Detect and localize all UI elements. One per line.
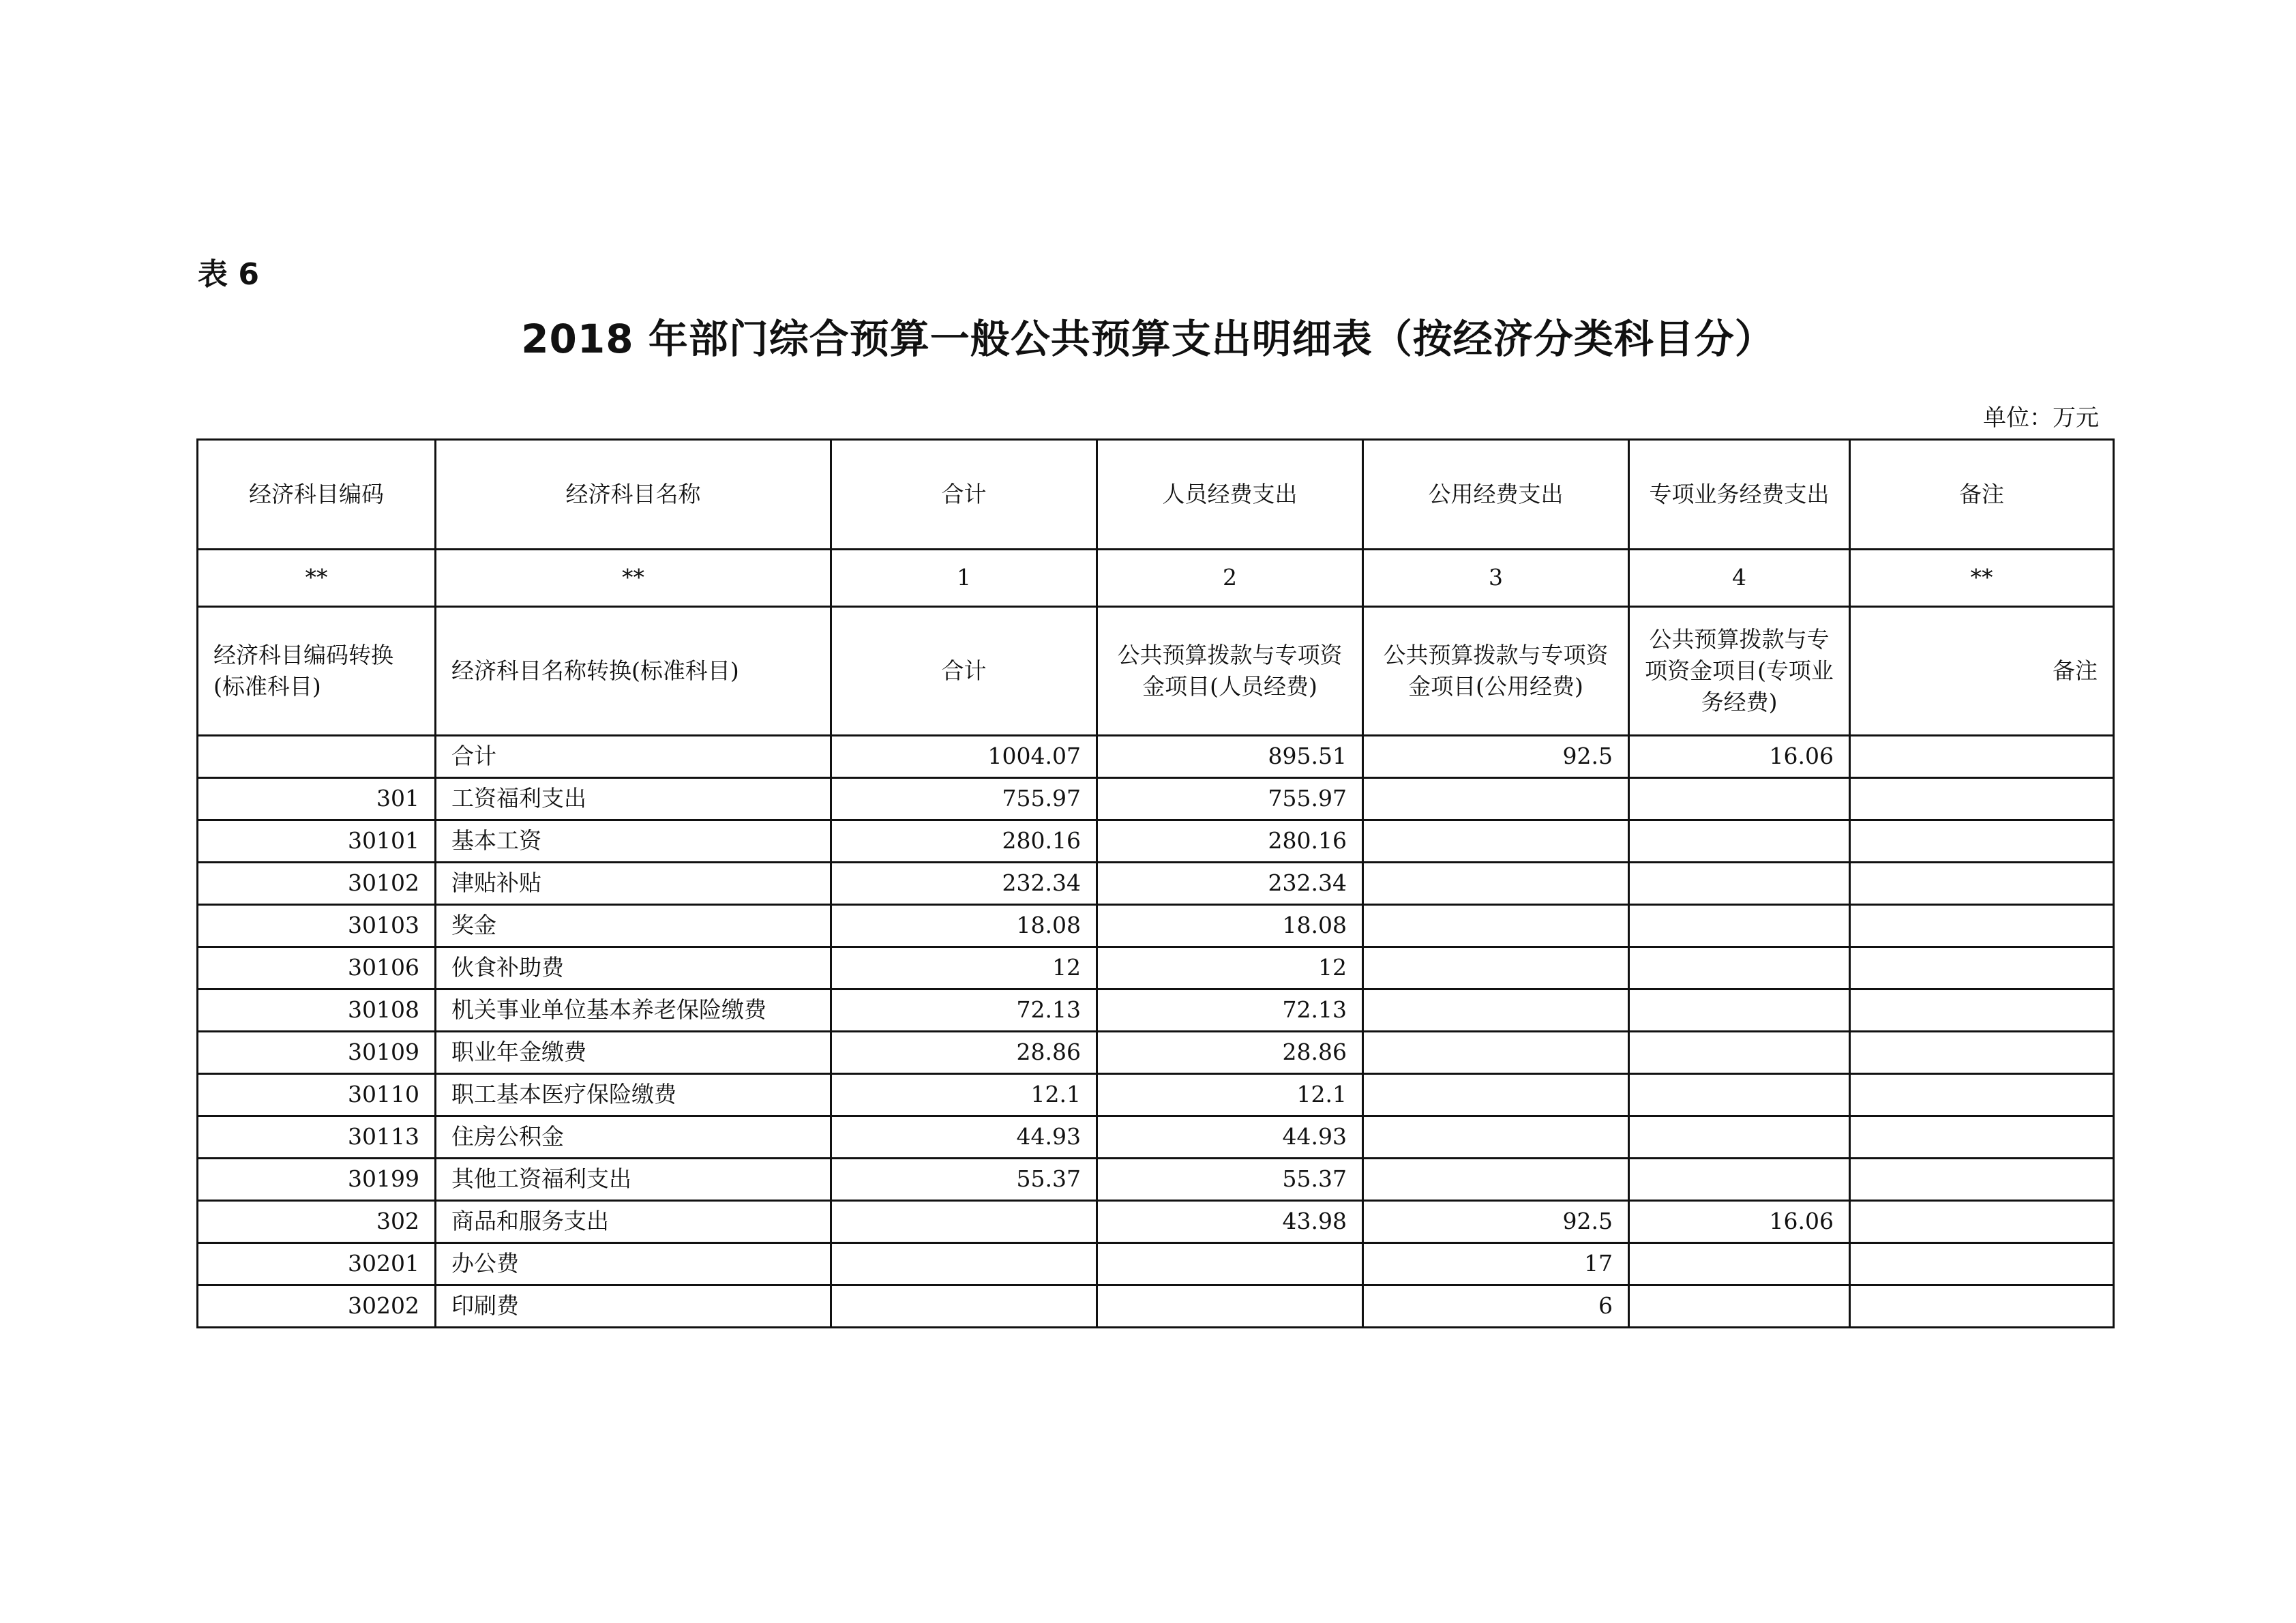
unit-label: 单位：万元 xyxy=(1983,404,2099,432)
cell-personnel: 12 xyxy=(1097,947,1363,989)
std-cell-code: 经济科目编码转换(标准科目) xyxy=(198,607,436,736)
cell-code: 30113 xyxy=(198,1116,436,1159)
cell-public xyxy=(1363,947,1629,989)
cell-name: 伙食补助费 xyxy=(436,947,831,989)
budget-detail-table xyxy=(196,438,2115,1328)
cell-personnel: 280.16 xyxy=(1097,820,1363,863)
cell-public xyxy=(1363,1074,1629,1116)
cell-special xyxy=(1629,863,1850,905)
cell-name: 职工基本医疗保险缴费 xyxy=(436,1074,831,1116)
table-row xyxy=(198,947,2114,989)
cell-total xyxy=(831,1201,1097,1243)
cell-special xyxy=(1629,1243,1850,1285)
index-cell: ** xyxy=(436,550,831,607)
cell-code: 30108 xyxy=(198,989,436,1032)
std-cell-personnel: 公共预算拨款与专项资金项目(人员经费) xyxy=(1097,607,1363,736)
cell-public xyxy=(1363,1116,1629,1159)
cell-personnel: 232.34 xyxy=(1097,863,1363,905)
table-row xyxy=(198,989,2114,1032)
table-row xyxy=(198,1032,2114,1074)
cell-name: 合计 xyxy=(436,736,831,778)
cell-code xyxy=(198,736,436,778)
cell-note xyxy=(1850,947,2114,989)
cell-public xyxy=(1363,989,1629,1032)
column-index-row xyxy=(198,550,2114,607)
cell-public xyxy=(1363,1159,1629,1201)
cell-note xyxy=(1850,1032,2114,1074)
header-cell-code: 经济科目编码 xyxy=(198,440,436,550)
header-cell-note: 备注 xyxy=(1850,440,2114,550)
cell-name: 职业年金缴费 xyxy=(436,1032,831,1074)
cell-public xyxy=(1363,778,1629,820)
cell-special xyxy=(1629,820,1850,863)
cell-personnel: 44.93 xyxy=(1097,1116,1363,1159)
cell-name: 机关事业单位基本养老保险缴费 xyxy=(436,989,831,1032)
table-row xyxy=(198,820,2114,863)
cell-total: 55.37 xyxy=(831,1159,1097,1201)
table-row xyxy=(198,1074,2114,1116)
cell-note xyxy=(1850,1285,2114,1328)
cell-personnel: 28.86 xyxy=(1097,1032,1363,1074)
cell-code: 302 xyxy=(198,1201,436,1243)
cell-note xyxy=(1850,1116,2114,1159)
table-row xyxy=(198,905,2114,947)
std-cell-special: 公共预算拨款与专项资金项目(专项业务经费) xyxy=(1629,607,1850,736)
cell-code: 30101 xyxy=(198,820,436,863)
cell-special: 16.06 xyxy=(1629,736,1850,778)
cell-note xyxy=(1850,863,2114,905)
table-row xyxy=(198,1243,2114,1285)
cell-note xyxy=(1850,736,2114,778)
cell-special xyxy=(1629,1116,1850,1159)
cell-total: 232.34 xyxy=(831,863,1097,905)
cell-code: 30201 xyxy=(198,1243,436,1285)
table-row xyxy=(198,1201,2114,1243)
index-cell: ** xyxy=(1850,550,2114,607)
cell-total xyxy=(831,1285,1097,1328)
cell-personnel: 755.97 xyxy=(1097,778,1363,820)
cell-special xyxy=(1629,1285,1850,1328)
cell-personnel: 18.08 xyxy=(1097,905,1363,947)
cell-code: 30110 xyxy=(198,1074,436,1116)
table-row xyxy=(198,1159,2114,1201)
index-cell: ** xyxy=(198,550,436,607)
cell-total: 18.08 xyxy=(831,905,1097,947)
header-cell-name: 经济科目名称 xyxy=(436,440,831,550)
cell-note xyxy=(1850,989,2114,1032)
table-row xyxy=(198,1116,2114,1159)
cell-public xyxy=(1363,905,1629,947)
cell-note xyxy=(1850,820,2114,863)
cell-code: 30202 xyxy=(198,1285,436,1328)
cell-public xyxy=(1363,863,1629,905)
table-row xyxy=(198,1285,2114,1328)
index-cell: 4 xyxy=(1629,550,1850,607)
cell-public: 92.5 xyxy=(1363,1201,1629,1243)
header-row xyxy=(198,440,2114,550)
standard-subject-row xyxy=(198,607,2114,736)
cell-special xyxy=(1629,905,1850,947)
cell-total: 12.1 xyxy=(831,1074,1097,1116)
cell-personnel: 43.98 xyxy=(1097,1201,1363,1243)
cell-name: 基本工资 xyxy=(436,820,831,863)
table-number-label: 表 6 xyxy=(198,257,259,292)
std-cell-note: 备注 xyxy=(1850,607,2114,736)
cell-special xyxy=(1629,1159,1850,1201)
cell-note xyxy=(1850,1243,2114,1285)
cell-special xyxy=(1629,778,1850,820)
cell-special: 16.06 xyxy=(1629,1201,1850,1243)
cell-public xyxy=(1363,1032,1629,1074)
cell-total: 72.13 xyxy=(831,989,1097,1032)
table-row xyxy=(198,863,2114,905)
cell-personnel: 12.1 xyxy=(1097,1074,1363,1116)
cell-name: 工资福利支出 xyxy=(436,778,831,820)
cell-name: 住房公积金 xyxy=(436,1116,831,1159)
header-cell-special: 专项业务经费支出 xyxy=(1629,440,1850,550)
header-cell-personnel: 人员经费支出 xyxy=(1097,440,1363,550)
cell-name: 办公费 xyxy=(436,1243,831,1285)
cell-code: 30102 xyxy=(198,863,436,905)
cell-total: 12 xyxy=(831,947,1097,989)
std-cell-total: 合计 xyxy=(831,607,1097,736)
cell-total: 28.86 xyxy=(831,1032,1097,1074)
index-cell: 2 xyxy=(1097,550,1363,607)
header-cell-public: 公用经费支出 xyxy=(1363,440,1629,550)
cell-total: 280.16 xyxy=(831,820,1097,863)
cell-name: 奖金 xyxy=(436,905,831,947)
cell-public: 17 xyxy=(1363,1243,1629,1285)
header-cell-total: 合计 xyxy=(831,440,1097,550)
cell-name: 印刷费 xyxy=(436,1285,831,1328)
index-cell: 1 xyxy=(831,550,1097,607)
cell-name: 津贴补贴 xyxy=(436,863,831,905)
std-cell-public: 公共预算拨款与专项资金项目(公用经费) xyxy=(1363,607,1629,736)
index-cell: 3 xyxy=(1363,550,1629,607)
page-title: 2018 年部门综合预算一般公共预算支出明细表（按经济分类科目分） xyxy=(521,316,1775,362)
table-row xyxy=(198,778,2114,820)
cell-special xyxy=(1629,1074,1850,1116)
cell-code: 301 xyxy=(198,778,436,820)
cell-code: 30199 xyxy=(198,1159,436,1201)
cell-personnel: 72.13 xyxy=(1097,989,1363,1032)
cell-special xyxy=(1629,1032,1850,1074)
cell-note xyxy=(1850,1159,2114,1201)
cell-note xyxy=(1850,1201,2114,1243)
cell-note xyxy=(1850,1074,2114,1116)
cell-name: 其他工资福利支出 xyxy=(436,1159,831,1201)
cell-public: 92.5 xyxy=(1363,736,1629,778)
cell-note xyxy=(1850,778,2114,820)
cell-personnel: 895.51 xyxy=(1097,736,1363,778)
cell-special xyxy=(1629,947,1850,989)
cell-total: 1004.07 xyxy=(831,736,1097,778)
cell-personnel xyxy=(1097,1285,1363,1328)
cell-total: 44.93 xyxy=(831,1116,1097,1159)
cell-public xyxy=(1363,820,1629,863)
cell-total: 755.97 xyxy=(831,778,1097,820)
cell-code: 30103 xyxy=(198,905,436,947)
std-cell-name: 经济科目名称转换(标准科目) xyxy=(436,607,831,736)
cell-name: 商品和服务支出 xyxy=(436,1201,831,1243)
cell-code: 30109 xyxy=(198,1032,436,1074)
cell-total xyxy=(831,1243,1097,1285)
cell-personnel xyxy=(1097,1243,1363,1285)
cell-code: 30106 xyxy=(198,947,436,989)
table-row xyxy=(198,736,2114,778)
cell-public: 6 xyxy=(1363,1285,1629,1328)
cell-special xyxy=(1629,989,1850,1032)
cell-note xyxy=(1850,905,2114,947)
cell-personnel: 55.37 xyxy=(1097,1159,1363,1201)
